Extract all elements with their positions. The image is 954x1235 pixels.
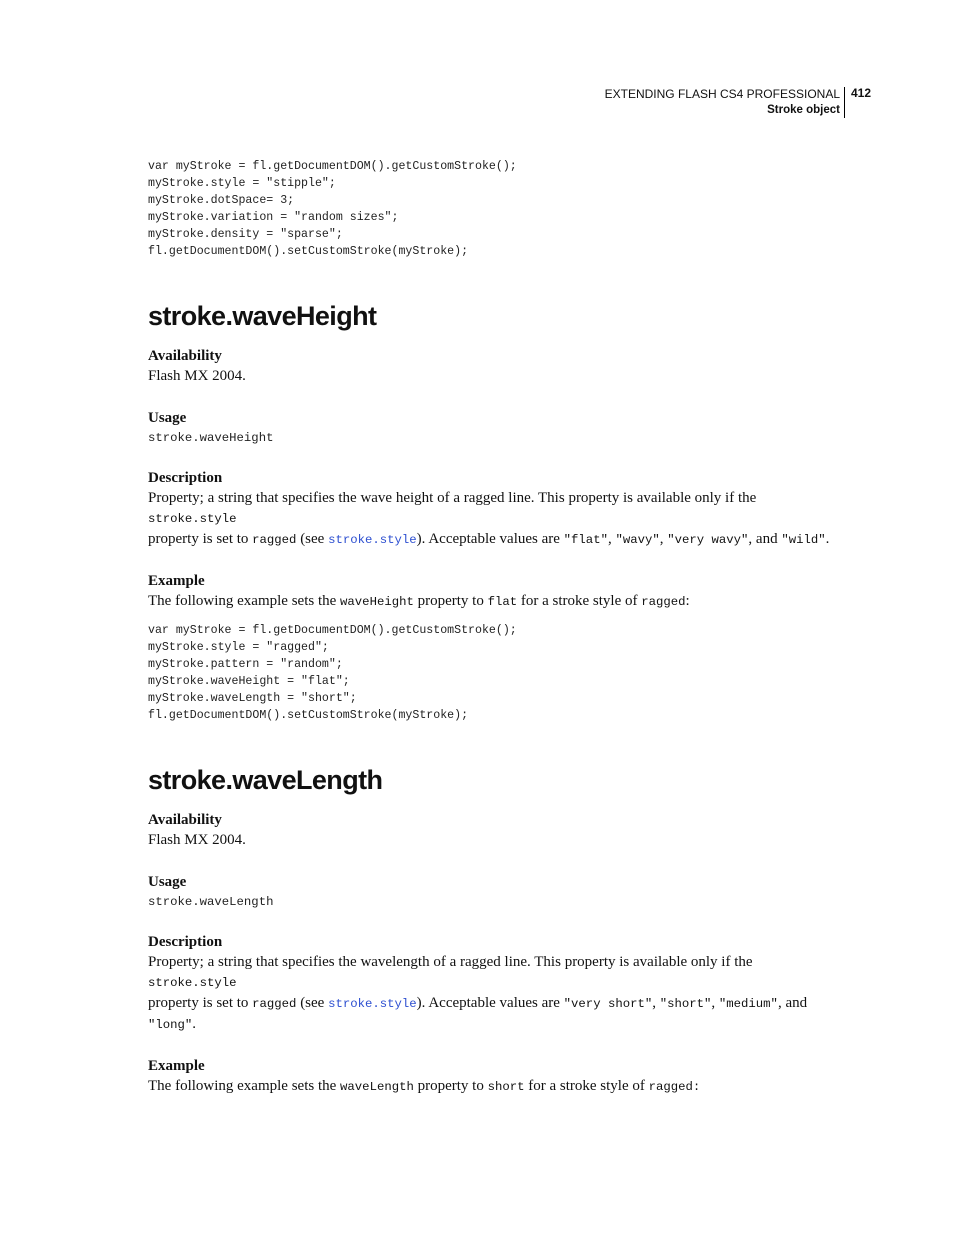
code-line: myStroke.dotSpace= 3; — [148, 194, 295, 207]
description-text: Property; a string that specifies the wave height of a ragged line. This property is available only if the stroke.style property is set to ragged (see stroke.style). Acceptable values are "flat", "wavy", "very wavy", and "wild". — [148, 490, 830, 547]
code-line: myStroke.variation = "random sizes"; — [148, 211, 399, 224]
page-number: 412 — [851, 86, 872, 100]
description-label: Description — [148, 934, 223, 950]
code-line: myStroke.waveHeight = "flat"; — [148, 675, 350, 688]
section-title: Stroke object — [767, 104, 840, 116]
description-label: Description — [148, 470, 223, 486]
availability-text: Flash MX 2004. — [148, 368, 246, 384]
section-heading-waveheight: stroke.waveHeight — [148, 301, 377, 331]
example-text: The following example sets the waveLength property to short for a stroke style of ragged: — [148, 1078, 701, 1094]
book-title: EXTENDING FLASH CS4 PROFESSIONAL — [604, 87, 840, 101]
usage-code: stroke.waveHeight — [148, 431, 274, 445]
usage-label: Usage — [148, 874, 187, 890]
code-line: fl.getDocumentDOM().setCustomStroke(myStroke); — [148, 709, 469, 722]
code-line: myStroke.style = "ragged"; — [148, 641, 329, 654]
section-heading-wavelength: stroke.waveLength — [148, 765, 383, 795]
availability-label: Availability — [148, 812, 222, 828]
usage-label: Usage — [148, 410, 187, 426]
example-text: The following example sets the waveHeight property to flat for a stroke style of ragged: — [148, 593, 690, 609]
page-content — [148, 158, 838, 1097]
code-line: var myStroke = fl.getDocumentDOM().getCustomStroke(); — [148, 160, 517, 173]
code-block-ragged — [148, 622, 838, 724]
availability-label: Availability — [148, 348, 222, 364]
code-line: myStroke.style = "stipple"; — [148, 177, 336, 190]
example-label: Example — [148, 1058, 205, 1074]
code-line: var myStroke = fl.getDocumentDOM().getCustomStroke(); — [148, 624, 517, 637]
stroke-style-link[interactable]: stroke.style — [328, 533, 417, 547]
code-line: myStroke.pattern = "random"; — [148, 658, 343, 671]
header-divider — [844, 87, 845, 118]
code-line: fl.getDocumentDOM().setCustomStroke(myStroke); — [148, 245, 469, 258]
stroke-style-link[interactable]: stroke.style — [328, 997, 417, 1011]
example-label: Example — [148, 573, 205, 589]
code-line: myStroke.density = "sparse"; — [148, 228, 343, 241]
description-text: Property; a string that specifies the wavelength of a ragged line. This property is available only if the stroke.style property is set to ragged (see stroke.style). Acceptable values are "very short", "short", "medium", and "long". — [148, 954, 808, 1032]
running-header — [605, 86, 840, 118]
availability-text: Flash MX 2004. — [148, 832, 246, 848]
code-line: myStroke.waveLength = "short"; — [148, 692, 357, 705]
usage-code: stroke.waveLength — [148, 895, 274, 909]
code-block-stipple — [148, 158, 838, 260]
